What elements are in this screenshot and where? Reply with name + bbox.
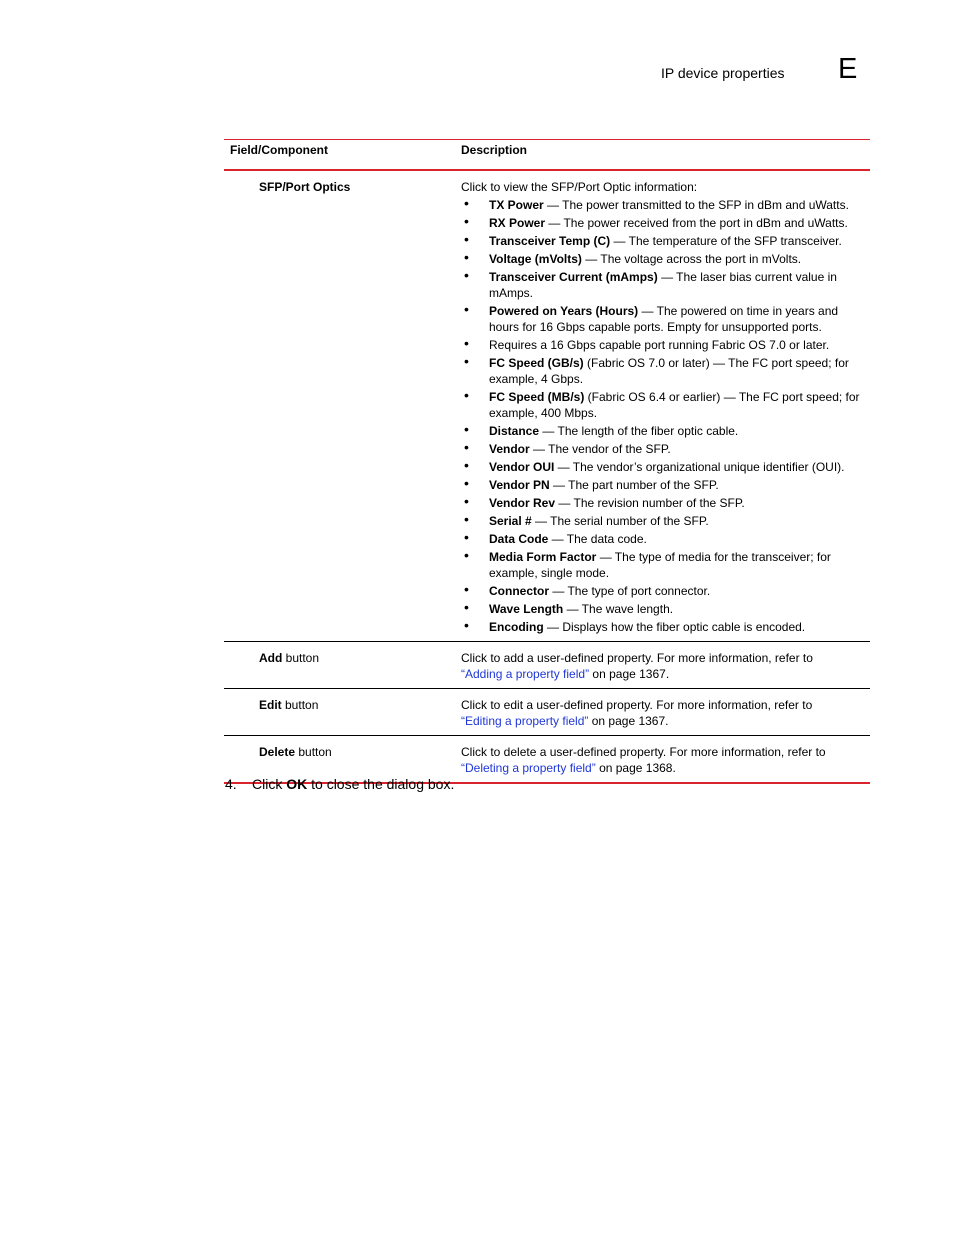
bullet-icon: • — [464, 195, 469, 211]
bullet-term: FC Speed (GB/s) — [489, 356, 584, 370]
field-name: Delete button — [259, 745, 332, 759]
field-name: Edit button — [259, 698, 319, 712]
list-item — [461, 251, 865, 267]
bullet-icon: • — [464, 301, 469, 317]
table-row-edit — [224, 688, 870, 735]
bullet-term: Vendor — [489, 442, 530, 456]
table-row-delete — [224, 735, 870, 782]
bullet-term: RX Power — [489, 216, 546, 230]
bullet-text: — The voltage across the port in mVolts. — [581, 252, 802, 266]
bullet-list — [461, 197, 865, 635]
bullet-icon: • — [464, 353, 469, 369]
bullet-term: Powered on Years (Hours) — [489, 304, 639, 318]
column-header-field: Field/Component — [230, 143, 328, 157]
field-name: Add button — [259, 651, 320, 665]
field-name: SFP/Port Optics — [259, 180, 351, 194]
bullet-term: Media Form Factor — [489, 550, 597, 564]
list-item — [461, 619, 865, 635]
bullet-icon: • — [464, 617, 469, 633]
column-header-description: Description — [461, 143, 528, 157]
bullet-icon: • — [464, 439, 469, 455]
bullet-text: — The type of media for the transceiver; for example, single mode. — [489, 550, 831, 580]
bullet-term: Vendor PN — [489, 478, 550, 492]
bullet-text: — The temperature of the SFP transceiver. — [610, 234, 842, 248]
bullet-text: — The type of port connector. — [549, 584, 711, 598]
field-description: Click to add a user-defined property. For more information, refer to “Adding a property field” on page 1367. — [461, 651, 813, 681]
list-item — [461, 495, 865, 511]
field-description: Click to delete a user-defined property. For more information, refer to “Deleting a property field” on page 1368. — [461, 745, 826, 775]
bullet-text: — Displays how the fiber optic cable is encoded. — [543, 620, 806, 634]
bullet-text: (Fabric OS 6.4 or earlier) — The FC port speed; for example, 400 Mbps. — [489, 390, 860, 420]
bullet-text: — The length of the fiber optic cable. — [539, 424, 739, 438]
list-item — [461, 601, 865, 617]
table-row-add — [224, 641, 870, 688]
bullet-text: — The power transmitted to the SFP in dBm and uWatts. — [543, 198, 849, 212]
bullet-term: Wave Length — [489, 602, 564, 616]
bullet-icon: • — [464, 599, 469, 615]
bullet-term: Transceiver Current (mAmps) — [489, 270, 658, 284]
table-row-sfp — [224, 171, 870, 641]
bullet-text: — The vendor’s organizational unique identifier (OUI). — [554, 460, 845, 474]
bullet-text: — The data code. — [548, 532, 647, 546]
list-item — [461, 215, 865, 231]
description-intro: Click to view the SFP/Port Optic information: — [461, 180, 698, 194]
list-item — [461, 423, 865, 439]
field-description — [461, 171, 865, 641]
bullet-term: Distance — [489, 424, 540, 438]
page-header-title: IP device properties — [661, 65, 785, 81]
bullet-text: — The vendor of the SFP. — [529, 442, 671, 456]
list-item — [461, 233, 865, 249]
bullet-icon: • — [464, 493, 469, 509]
properties-table — [224, 139, 870, 784]
list-item — [461, 355, 865, 387]
bullet-icon: • — [464, 231, 469, 247]
list-item — [461, 269, 865, 301]
bullet-text: — The laser bias current value in mAmps. — [489, 270, 837, 300]
list-item — [461, 303, 865, 335]
list-item — [461, 197, 865, 213]
bullet-text: — The wave length. — [563, 602, 674, 616]
field-description: Click to edit a user-defined property. For more information, refer to “Editing a property field” on page 1367. — [461, 698, 813, 728]
bullet-icon: • — [464, 529, 469, 545]
bullet-text: — The power received from the port in dBm and uWatts. — [545, 216, 848, 230]
bullet-term: Connector — [489, 584, 549, 598]
bullet-text: — The serial number of the SFP. — [531, 514, 709, 528]
cross-reference-link[interactable]: “Deleting a property field” — [461, 761, 596, 775]
step-number: 4. — [225, 776, 237, 792]
bullet-term: FC Speed (MB/s) — [489, 390, 585, 404]
bullet-icon: • — [464, 387, 469, 403]
list-item — [461, 583, 865, 599]
bullet-term: Voltage (mVolts) — [489, 252, 582, 266]
bullet-icon: • — [464, 547, 469, 563]
list-item — [461, 389, 865, 421]
bullet-text: Requires a 16 Gbps capable port running Fabric OS 7.0 or later. — [489, 338, 830, 352]
cross-reference-link[interactable]: “Adding a property field” — [461, 667, 590, 681]
bullet-icon: • — [464, 475, 469, 491]
bullet-term: Vendor OUI — [489, 460, 555, 474]
bullet-icon: • — [464, 249, 469, 265]
bullet-term: Encoding — [489, 620, 544, 634]
table-header — [224, 140, 870, 171]
list-item — [461, 513, 865, 529]
procedure-step: 4. Click OK to close the dialog box. — [225, 776, 455, 792]
cross-reference-link[interactable]: “Editing a property field” — [461, 714, 589, 728]
bullet-icon: • — [464, 511, 469, 527]
bullet-term: Serial # — [489, 514, 532, 528]
bullet-text: — The part number of the SFP. — [549, 478, 719, 492]
bullet-term: Transceiver Temp (C) — [489, 234, 611, 248]
list-item — [461, 441, 865, 457]
bullet-icon: • — [464, 267, 469, 283]
bullet-term: TX Power — [489, 198, 544, 212]
appendix-letter: E — [838, 53, 858, 85]
list-item — [461, 477, 865, 493]
bullet-icon: • — [464, 213, 469, 229]
bullet-icon: • — [464, 457, 469, 473]
bullet-text: — The powered on time in years and hours for 16 Gbps capable ports. Empty for unsupported ports. — [489, 304, 839, 334]
bullet-text: — The revision number of the SFP. — [555, 496, 745, 510]
bullet-icon: • — [464, 581, 469, 597]
bullet-term: Vendor Rev — [489, 496, 556, 510]
list-item — [461, 531, 865, 547]
bullet-icon: • — [464, 335, 469, 351]
list-item — [461, 549, 865, 581]
bullet-term: Data Code — [489, 532, 549, 546]
list-item — [461, 337, 865, 353]
list-item — [461, 459, 865, 475]
bullet-icon: • — [464, 421, 469, 437]
bullet-text: (Fabric OS 7.0 or later) — The FC port speed; for example, 4 Gbps. — [489, 356, 849, 386]
